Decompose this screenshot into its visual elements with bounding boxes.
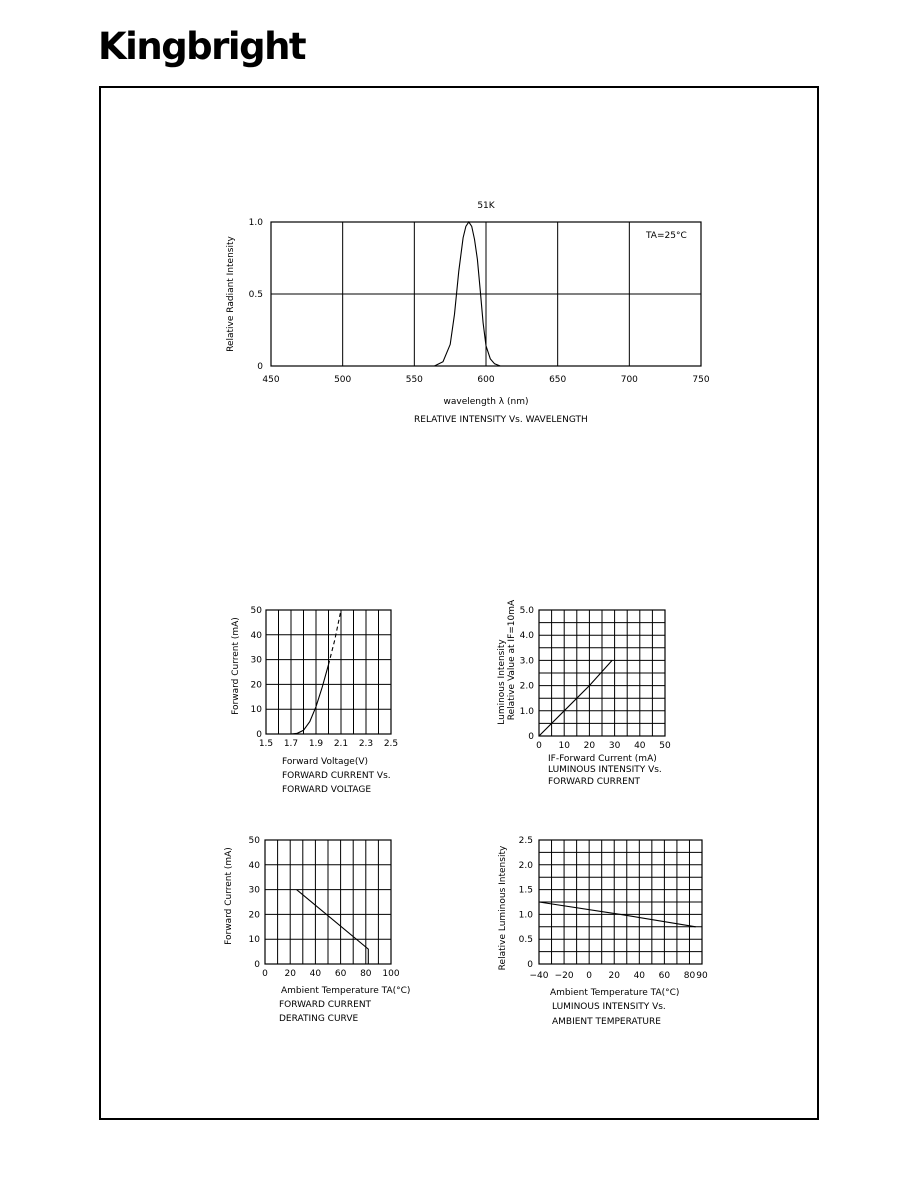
liv-xtick-label: 40	[634, 741, 646, 751]
derating-ytick-label: 10	[248, 935, 260, 946]
liv-xtick-label: 20	[583, 741, 596, 751]
temp-xtick-label: −20	[554, 971, 574, 981]
vf-caption-line: FORWARD VOLTAGE	[282, 785, 372, 795]
vf-xtick-label: 2.5	[383, 739, 399, 749]
derating-xtick-label: 80	[360, 969, 372, 979]
vf-xtick-label: 1.5	[258, 739, 274, 749]
vf-xtick-label: 1.7	[283, 739, 299, 749]
derating-xtick-label: 20	[284, 969, 296, 979]
vf-xtick-label: 1.9	[308, 739, 324, 749]
derating-xtick-label: 100	[382, 969, 400, 979]
liv-xtick-label: 0	[536, 741, 542, 751]
vf-ytick-label: 10	[250, 705, 262, 716]
vf-caption-line: FORWARD CURRENT Vs.	[282, 771, 391, 781]
derating-ytick-label: 0	[254, 960, 260, 970]
vf-ytick-label: 50	[250, 606, 262, 616]
temp-caption-line: AMBIENT TEMPERATURE	[552, 1017, 661, 1027]
vf-ytick-label: 0	[256, 730, 262, 740]
vf-ylabel: Forward Current (mA)	[231, 617, 241, 715]
temp-caption-line: LUMINOUS INTENSITY Vs.	[552, 1002, 666, 1012]
liv-ylabel: Luminous Intensity	[497, 639, 507, 725]
derating-ytick-label: 30	[248, 885, 260, 896]
temp-ytick-label: 0	[527, 960, 533, 970]
spectrum-xtick-label: 500	[334, 375, 352, 385]
spectrum-xtick-label: 550	[405, 375, 423, 385]
spectrum-xtick-label: 650	[549, 375, 567, 385]
liv-ytick-label: 1.0	[519, 706, 534, 717]
spectrum-xtick-label: 750	[692, 375, 710, 385]
brand-logo: Kingbright	[98, 25, 306, 68]
spectrum-ylabel: Relative Radiant Intensity	[226, 236, 236, 352]
liv-xtick-label: 10	[558, 741, 570, 751]
temp-ytick-label: 2.5	[518, 836, 533, 846]
vf-ytick-label: 20	[250, 680, 262, 691]
liv-caption-line: LUMINOUS INTENSITY Vs.	[548, 765, 662, 775]
vf-ytick-label: 40	[250, 630, 262, 641]
derating-caption-line: FORWARD CURRENT	[279, 1000, 372, 1010]
temp-ytick-label: 0.5	[518, 935, 533, 946]
liv-ytick-label: 2.0	[519, 681, 534, 692]
spectrum-caption-line: RELATIVE INTENSITY Vs. WAVELENGTH	[414, 415, 588, 425]
derating-ytick-label: 50	[248, 836, 260, 846]
derating-ytick-label: 40	[248, 860, 260, 871]
temp-xtick-label: 40	[633, 971, 646, 981]
spectrum-xtick-label: 450	[262, 375, 280, 385]
spectrum-xtick-label: 700	[620, 375, 638, 385]
derating-ylabel: Forward Current (mA)	[224, 847, 234, 945]
vf-xlabel: Forward Voltage(V)	[282, 757, 368, 767]
temp-xtick-label: 60	[658, 971, 671, 981]
derating-series-derating	[297, 890, 369, 964]
temp-ytick-label: 1.5	[518, 885, 533, 896]
spectrum-annotation: TA=25°C	[646, 231, 687, 241]
spectrum-ytick-label: 0	[257, 362, 263, 372]
liv-xlabel: IF-Forward Current (mA)	[548, 754, 657, 764]
temp-xtick-label: −40	[529, 971, 549, 981]
vf-series-solid	[291, 665, 329, 734]
vf-series-dashed	[329, 610, 342, 665]
derating-xtick-label: 60	[334, 969, 347, 979]
temp-xtick-label: 90	[696, 971, 708, 981]
derating-xlabel: Ambient Temperature TA(°C)	[281, 986, 411, 996]
spectrum-ytick-label: 1.0	[248, 218, 263, 228]
liv-ytick-label: 0	[528, 732, 534, 742]
vf-ytick-label: 30	[250, 655, 262, 666]
spectrum-xlabel: wavelength λ (nm)	[443, 397, 529, 407]
temp-xtick-label: 20	[608, 971, 620, 981]
liv-ytick-label: 3.0	[519, 656, 534, 667]
spectrum-xtick-label: 600	[477, 375, 495, 385]
vf-xtick-label: 2.1	[333, 739, 349, 749]
liv-ytick-label: 5.0	[519, 606, 534, 616]
liv-xtick-label: 50	[659, 741, 671, 751]
liv-ytick-label: 4.0	[519, 631, 534, 642]
temp-xtick-label: 80	[683, 971, 696, 981]
vf-xtick-label: 2.3	[358, 739, 374, 749]
derating-xtick-label: 40	[309, 969, 322, 979]
derating-xtick-label: 0	[262, 969, 268, 979]
derating-ytick-label: 20	[248, 910, 260, 921]
spectrum-title: 51K	[477, 201, 495, 211]
liv-ylabel-2: Relative Value at IF=10mA	[507, 599, 517, 721]
liv-xtick-label: 30	[608, 741, 621, 751]
temp-ytick-label: 1.0	[518, 910, 533, 921]
temp-xtick-label: 0	[586, 971, 593, 981]
liv-caption-line: FORWARD CURRENT	[548, 777, 641, 787]
temp-xlabel: Ambient Temperature TA(°C)	[550, 988, 680, 998]
derating-caption-line: DERATING CURVE	[279, 1014, 359, 1024]
spectrum-ytick-label: 0.5	[248, 290, 263, 300]
temp-ylabel: Relative Luminous Intensity	[498, 845, 508, 971]
temp-ytick-label: 2.0	[518, 860, 533, 871]
